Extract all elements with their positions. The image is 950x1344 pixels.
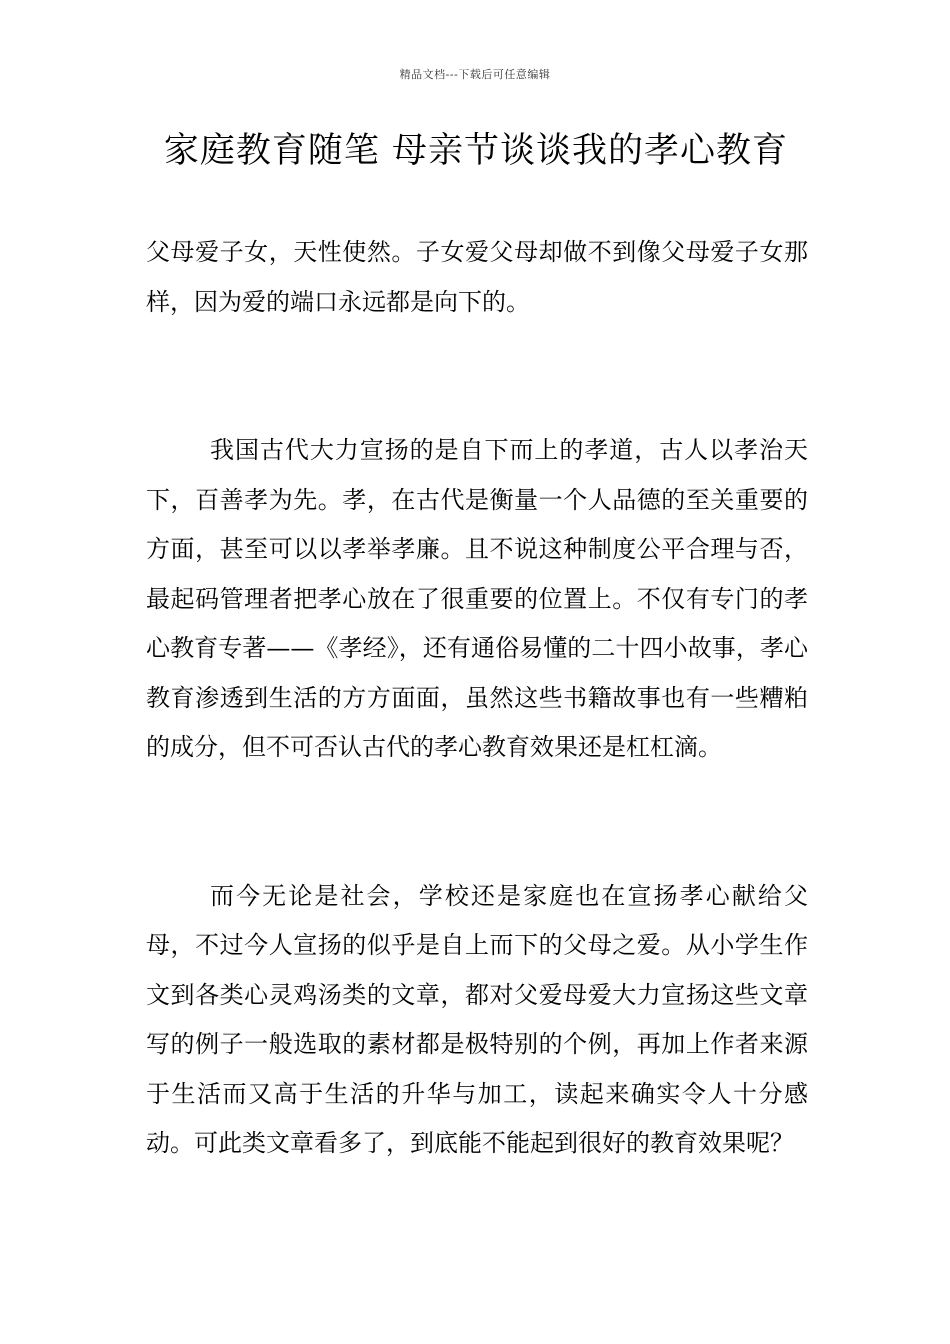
header-note: 精品文档---下载后可任意编辑 (399, 68, 551, 81)
paragraph-spacer (146, 773, 808, 872)
paragraph-3: 而今无论是社会，学校还是家庭也在宣扬孝心献给父母，不过今人宣扬的似乎是自上而下的父母之爱。从小学生作文到各类心灵鸡汤类的文章，都对父爱母爱大力宣扬这些文章写的例子一般选取的素材都是极特别的个例，再加上作者来源于生活而又高于生活的升华与加工，读起来确实令人十分感动。可此类文章看多了，到底能不能起到很好的教育效果呢？ (146, 881, 808, 1157)
paragraph-2: 我国古代大力宣扬的是自下而上的孝道，古人以孝治天下，百善孝为先。孝，在古代是衡量一个人品德的至关重要的方面，甚至可以以孝举孝廉。且不说这种制度公平合理与否，最起码管理者把孝心放在了很重要的位置上。不仅有专门的孝心教育专著——《孝经》，还有通俗易懂的二十四小故事，孝心教育渗透到生活的方方面面，虽然这些书籍故事也有一些糟粕的成分，但不可否认古代的孝心教育效果还是杠杠滴。 (146, 436, 808, 761)
paragraph-spacer (146, 327, 808, 426)
document-title: 家庭教育随笔 母亲节谈谈我的孝心教育 (163, 131, 789, 171)
paragraph-1: 父母爱子女，天性使然。子女爱父母却做不到像父母爱子女那样，因为爱的端口永远都是向下的。 (146, 238, 808, 316)
document-body (146, 228, 808, 1169)
